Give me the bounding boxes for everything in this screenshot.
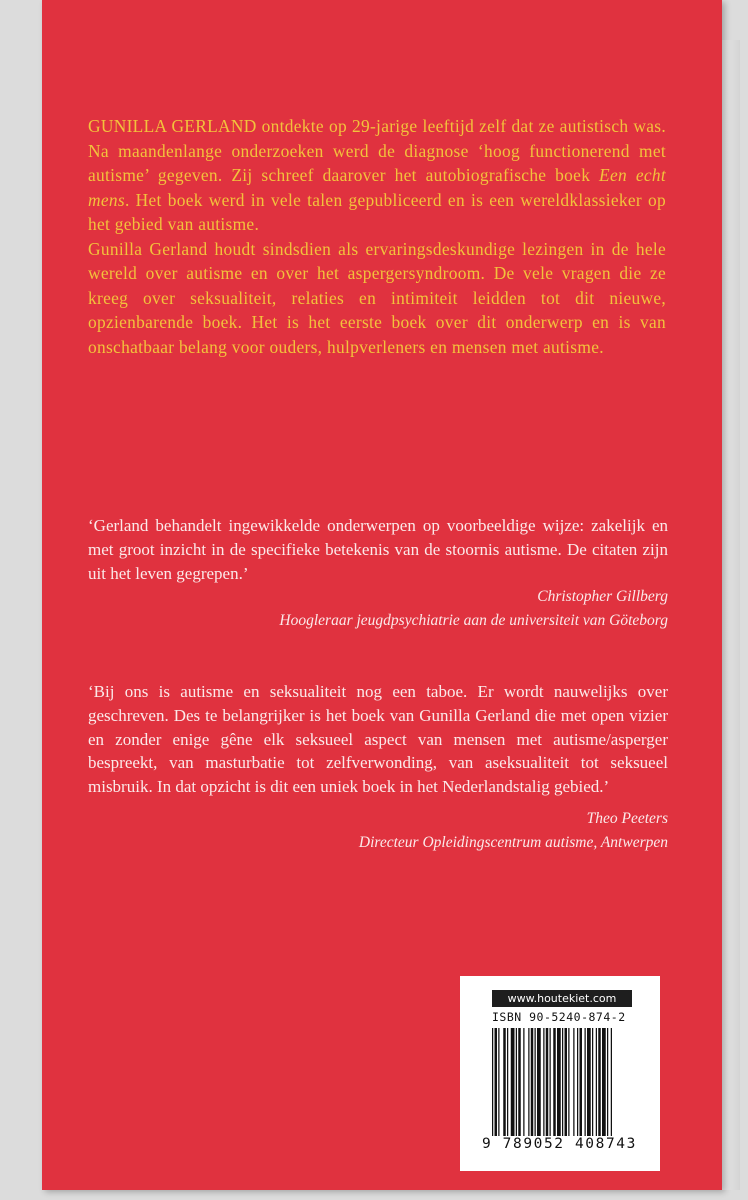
quote-author: Christopher Gillberg bbox=[537, 588, 668, 606]
barcode-bar bbox=[598, 1028, 601, 1136]
barcode-bar bbox=[607, 1028, 608, 1136]
barcode-bar bbox=[516, 1028, 517, 1136]
barcode-bar bbox=[503, 1028, 506, 1136]
barcode-bar bbox=[585, 1028, 586, 1136]
barcode-bar bbox=[592, 1028, 593, 1136]
blurb-paragraph-1 bbox=[88, 114, 666, 237]
barcode-bar bbox=[498, 1028, 499, 1136]
isbn-number: ISBN 90-5240-874-2 bbox=[492, 1010, 626, 1024]
quote-text: ‘Bij ons is autisme en seksualiteit nog een taboe. Er wordt nauwelijks over geschreven. Des te belangrijker is het boek van Gunilla Gerland die met open vizier en zonder enige gêne elk seksueel aspect van mensen met autisme/asperger bespreekt, van masturbatie tot zelfverwonding, van aseksualiteit tot seksueel misbruik. In dat opzicht is dit een uniek boek in het Nederlandstalig gebied.’ bbox=[88, 682, 668, 797]
quote-text: ‘Gerland behandelt ingewikkelde onderwerpen op voorbeeldige wijze: zakelijk en met groot inzicht in de specifieke betekenis van de stoornis autisme. De citaten zijn uit het leven gegrepen.’ bbox=[88, 516, 668, 583]
blurb-paragraph-2: Gunilla Gerland houdt sindsdien als ervaringsdeskundige lezingen in de hele wereld over autisme en over het aspergersyndroom. De vele vragen die ze kreeg over seksualiteit, relaties en intimiteit leidden tot dit nieuwe, opzienbarende boek. Het is het eerste boek over dit onderwerp en is van onschatbaar belang voor ouders, hulpverleners en mensen met autisme. bbox=[88, 238, 666, 357]
blurb-text-1b: . Het boek werd in vele talen gepubliceerd en is een wereldklassieker op het gebied van autisme. bbox=[88, 189, 666, 234]
barcode-bar bbox=[573, 1028, 574, 1136]
barcode-bar bbox=[518, 1028, 521, 1136]
barcode-bar bbox=[602, 1028, 606, 1136]
book-title: Een echt mens bbox=[88, 165, 666, 210]
barcode-bar bbox=[511, 1028, 515, 1136]
barcode-bar bbox=[611, 1028, 612, 1136]
review-quote-2 bbox=[88, 680, 668, 855]
barcode-bar bbox=[580, 1028, 583, 1136]
barcode-bar bbox=[535, 1028, 536, 1136]
barcode-bar bbox=[577, 1028, 578, 1136]
barcode-bar bbox=[568, 1028, 569, 1136]
barcode-bar bbox=[507, 1028, 508, 1136]
review-quote-1 bbox=[88, 514, 668, 633]
barcode-bar bbox=[553, 1028, 556, 1136]
barcode-bar bbox=[492, 1028, 493, 1136]
barcode-bar bbox=[562, 1028, 563, 1136]
barcode-bars bbox=[492, 1028, 642, 1136]
blurb-text-1a: ontdekte op 29-jarige leeftijd zelf dat ze autistisch was. Na maandenlange onderzoeken werd de diagnose ‘hoog functionerend met autisme’ gegeven. Zij schreef daarover het autobiografische boek bbox=[88, 116, 666, 185]
barcode-bar bbox=[587, 1028, 591, 1136]
barcode-label bbox=[460, 976, 660, 1171]
ean-number: 9 789052 408743 bbox=[482, 1136, 637, 1152]
barcode-bar bbox=[523, 1028, 524, 1136]
barcode-bar bbox=[528, 1028, 529, 1136]
barcode-bar bbox=[531, 1028, 534, 1136]
barcode-bar bbox=[543, 1028, 544, 1136]
barcode-bar bbox=[596, 1028, 597, 1136]
quote-author-role: Directeur Opleidingscentrum autisme, Antwerpen bbox=[358, 833, 668, 851]
barcode-bar bbox=[565, 1028, 568, 1136]
barcode-bar bbox=[550, 1028, 551, 1136]
quote-author-role: Hoogleraar jeugdpsychiatrie aan de universiteit van Göteborg bbox=[279, 612, 668, 630]
barcode-bar bbox=[495, 1028, 498, 1136]
publisher-url: www.houtekiet.com bbox=[492, 990, 632, 1007]
barcode-bar bbox=[537, 1028, 541, 1136]
author-blurb bbox=[88, 114, 666, 359]
barcode-bar bbox=[546, 1028, 549, 1136]
barcode-bar bbox=[557, 1028, 561, 1136]
author-name: GUNILLA GERLAND bbox=[88, 116, 257, 136]
quote-author: Theo Peeters bbox=[586, 809, 668, 827]
